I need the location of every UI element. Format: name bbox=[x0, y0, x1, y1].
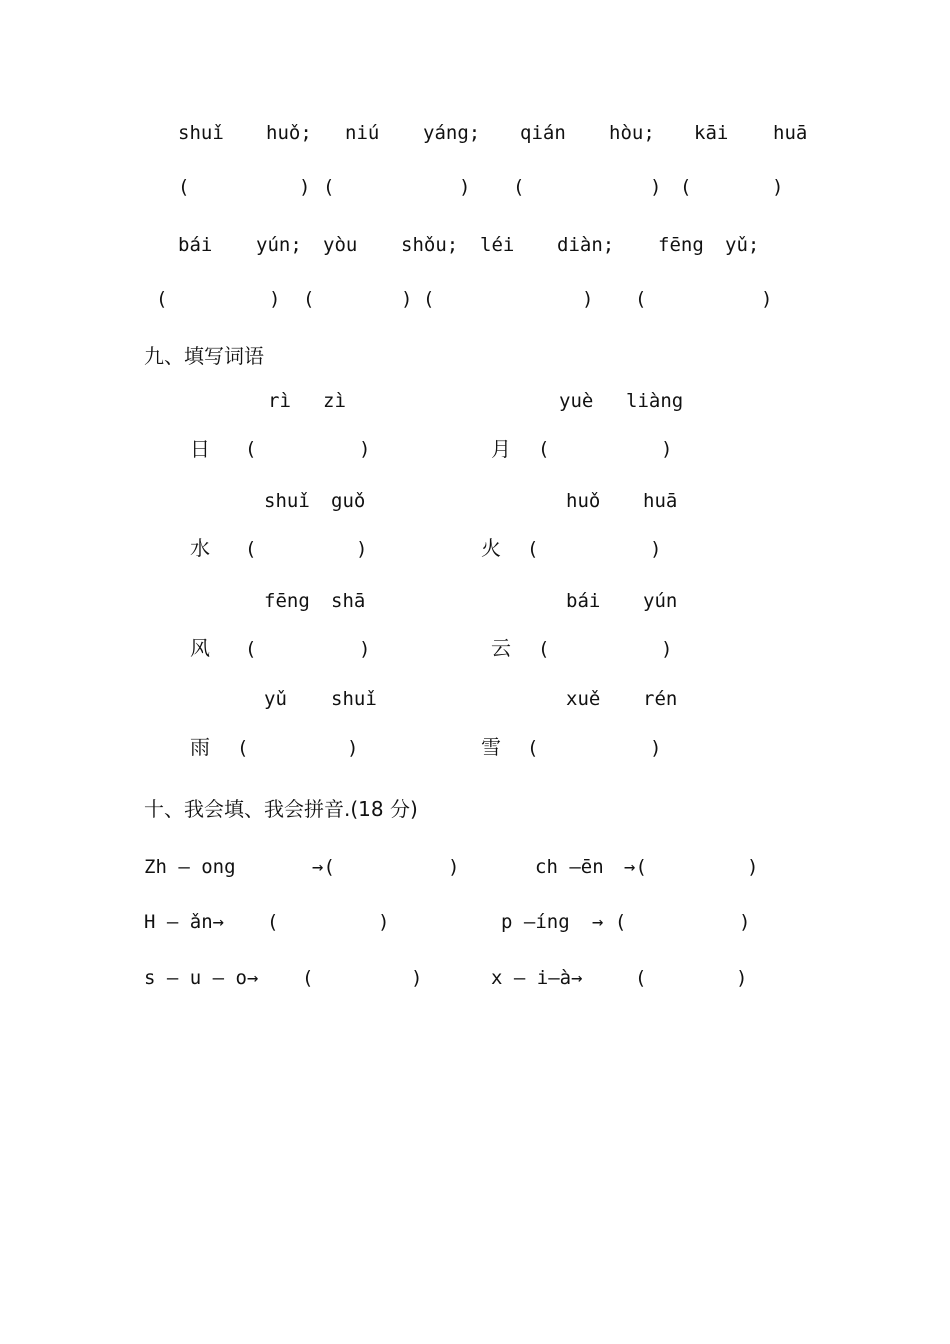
arrow-paren-open: → ( bbox=[592, 911, 627, 933]
answer-paren-close: ) bbox=[661, 438, 673, 460]
answer-paren-close: ) bbox=[269, 288, 281, 310]
pinyin: yáng; bbox=[423, 122, 481, 144]
answer-paren-close: ) bbox=[356, 538, 368, 560]
answer-paren-open: ( bbox=[635, 967, 647, 989]
pinyin-formula: s — u — o→ bbox=[144, 967, 259, 989]
pinyin: yòu bbox=[323, 234, 358, 256]
answer-paren-open: ( bbox=[156, 288, 168, 310]
pinyin: fēng bbox=[658, 234, 704, 256]
hanzi: 火 bbox=[481, 536, 501, 560]
pinyin: yǔ bbox=[264, 688, 287, 710]
pinyin: huā bbox=[643, 490, 678, 512]
hanzi: 云 bbox=[491, 636, 511, 660]
answer-paren-close: ) bbox=[650, 737, 662, 759]
answer-paren-close: ) bbox=[378, 911, 390, 933]
pinyin-formula: Zh — ong bbox=[144, 856, 236, 878]
answer-paren-open: ( bbox=[423, 288, 435, 310]
pinyin: niú bbox=[345, 122, 380, 144]
answer-paren-close: ) bbox=[359, 438, 371, 460]
answer-paren-open: ( bbox=[527, 538, 539, 560]
section-heading: 十、我会填、我会拼音.(18 分) bbox=[144, 797, 418, 821]
answer-paren-open: ( bbox=[538, 638, 550, 660]
pinyin: rén bbox=[643, 688, 678, 710]
arrow-paren-open: →( bbox=[624, 856, 647, 878]
pinyin: liàng bbox=[626, 390, 684, 412]
pinyin: guǒ bbox=[331, 490, 366, 512]
answer-paren-open: ( bbox=[178, 176, 190, 198]
answer-paren-close: ) bbox=[582, 288, 594, 310]
answer-paren-open: ( bbox=[680, 176, 692, 198]
section-heading: 九、填写词语 bbox=[144, 344, 264, 368]
pinyin: shā bbox=[331, 590, 366, 612]
answer-paren-open: ( bbox=[245, 538, 257, 560]
pinyin: hòu; bbox=[609, 122, 655, 144]
answer-paren-open: ( bbox=[302, 967, 314, 989]
hanzi: 水 bbox=[190, 536, 210, 560]
pinyin: xuě bbox=[566, 688, 601, 710]
answer-paren-close: ) bbox=[401, 288, 413, 310]
pinyin: huǒ; bbox=[266, 122, 312, 144]
answer-paren-open: ( bbox=[513, 176, 525, 198]
pinyin: fēng bbox=[264, 590, 310, 612]
answer-paren-close: ) bbox=[650, 176, 662, 198]
pinyin: qián bbox=[520, 122, 566, 144]
answer-paren-open: ( bbox=[267, 911, 279, 933]
pinyin: kāi bbox=[694, 122, 729, 144]
pinyin: huǒ bbox=[566, 490, 601, 512]
answer-paren-close: ) bbox=[736, 967, 748, 989]
pinyin: léi bbox=[480, 234, 515, 256]
answer-paren-open: ( bbox=[303, 288, 315, 310]
pinyin-formula: ch —ēn bbox=[535, 856, 604, 878]
pinyin: shuǐ bbox=[331, 688, 377, 710]
answer-paren-close: ) bbox=[661, 638, 673, 660]
pinyin: zì bbox=[323, 390, 346, 412]
pinyin: bái bbox=[566, 590, 601, 612]
answer-paren-close: ) bbox=[448, 856, 460, 878]
answer-paren-close: ) bbox=[772, 176, 784, 198]
answer-paren-close: ) bbox=[747, 856, 759, 878]
pinyin-formula: p —íng bbox=[501, 911, 570, 933]
pinyin: bái bbox=[178, 234, 213, 256]
answer-paren-close: ) bbox=[739, 911, 751, 933]
answer-paren-open: ( bbox=[527, 737, 539, 759]
answer-paren-close: ) bbox=[299, 176, 311, 198]
pinyin: yuè bbox=[559, 390, 594, 412]
answer-paren-open: ( bbox=[538, 438, 550, 460]
pinyin: shǒu; bbox=[401, 234, 459, 256]
answer-paren-open: ( bbox=[237, 737, 249, 759]
answer-paren-open: ( bbox=[245, 438, 257, 460]
pinyin: yún bbox=[643, 590, 678, 612]
pinyin: rì bbox=[268, 390, 291, 412]
pinyin: shuǐ bbox=[264, 490, 310, 512]
hanzi: 日 bbox=[190, 437, 210, 461]
hanzi: 雪 bbox=[481, 735, 501, 759]
pinyin: yún; bbox=[256, 234, 302, 256]
answer-paren-close: ) bbox=[650, 538, 662, 560]
pinyin: shuǐ bbox=[178, 122, 224, 144]
hanzi: 雨 bbox=[190, 735, 210, 759]
pinyin: huā bbox=[773, 122, 808, 144]
pinyin-formula: x — i—à→ bbox=[491, 967, 583, 989]
hanzi: 风 bbox=[190, 636, 210, 660]
pinyin: diàn; bbox=[557, 234, 615, 256]
answer-paren-close: ) bbox=[761, 288, 773, 310]
answer-paren-close: ) bbox=[411, 967, 423, 989]
answer-paren-close: ) bbox=[359, 638, 371, 660]
answer-paren-open: ( bbox=[245, 638, 257, 660]
pinyin-formula: H — ǎn→ bbox=[144, 911, 225, 933]
answer-paren-close: ) bbox=[459, 176, 471, 198]
answer-paren-close: ) bbox=[347, 737, 359, 759]
answer-paren-open: ( bbox=[323, 176, 335, 198]
answer-paren-open: ( bbox=[635, 288, 647, 310]
arrow-paren-open: →( bbox=[312, 856, 335, 878]
pinyin: yǔ; bbox=[725, 234, 760, 256]
hanzi: 月 bbox=[491, 437, 511, 461]
